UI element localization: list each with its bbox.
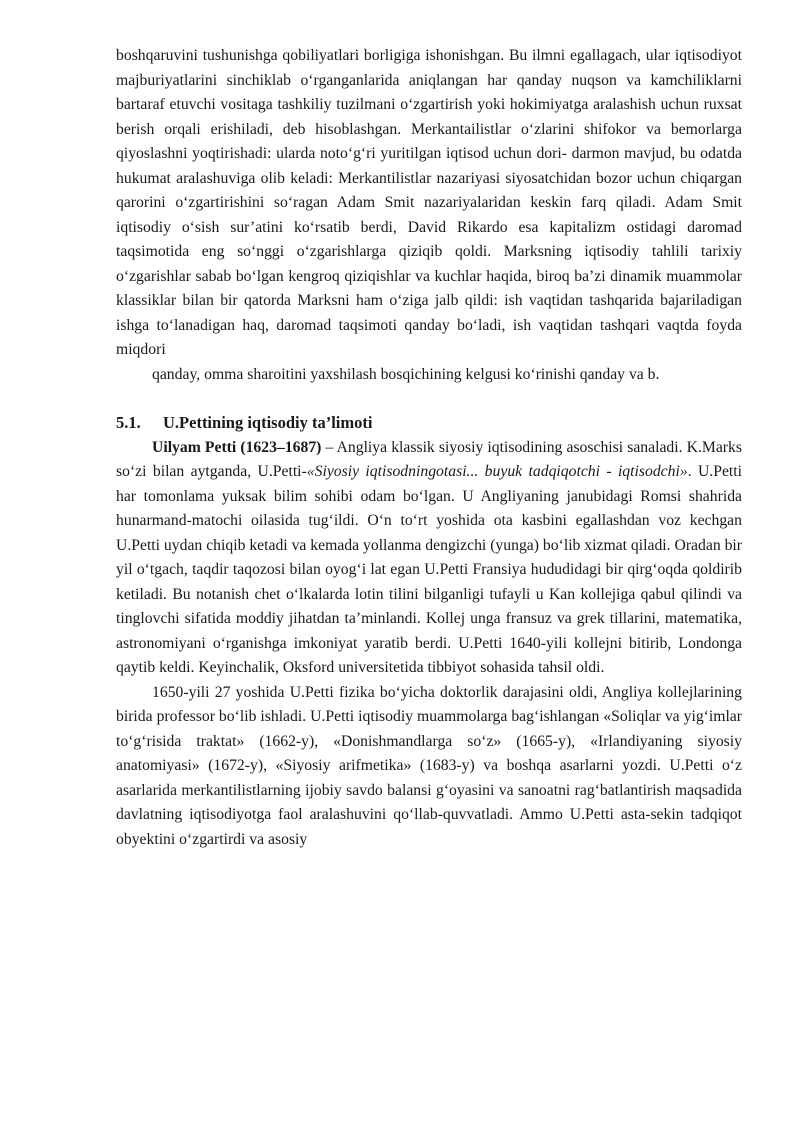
- paragraph-petti-bio: [116, 436, 742, 681]
- paragraph-text: – Angliya klassik siyosiy iqtisodining asoschisi sanaladi. K.Marks so‘zi bilan aytganda, U.Petti-: [116, 438, 742, 480]
- paragraph-petti-works: 1650-yili 27 yoshida U.Petti fizika bo‘yicha doktorlik darajasini oldi, Angliya kollejlarining birida professor bo‘lib ishladi. U.Petti iqtisodiy muammolarga bag‘ishlangan «Soliqlar va yig‘imlar to‘g‘risida traktat» (1662-y), «Donishmandlarga so‘z» (1665-y), «Irlandiyaning siyosiy anatomiyasi» (1672-y), «Siyosiy arifmetika» (1683-y) va boshqa asarlarni yozdi. U.Petti o‘z asarlarida merkantilistlarning ijobiy savdo balansi g‘oyasini va sanoatni rag‘batlantirish maqsadida davlatning iqtisodiyotga faol aralashuvini qo‘llab-quvvatladi. Ammo U.Petti asta-sekin tadqiqot obyektini o‘zgartirdi va asosiy: [116, 683, 742, 848]
- paragraph-text: . U.Petti har tomonlama yuksak bilim sohibi odam bo‘lgan. U Angliyaning janubidagi Romsi shahrida hunarmand-matochi oilasida tug‘ildi. O‘n to‘rt yoshida ota kasbini egallashdan voz kechgan U.Petti uydan chiqib ketadi va kemada yollanma dengizchi (yunga) bo‘lib xizmat qiladi. Oradan bir yil o‘tgach, taqdir taqozosi bilan oyog‘i lat egan U.Petti Fransiya hududidagi bir qirg‘oqda qoldirib ketiladi. Bu notanish chet o‘lkalarda lotin tilini bilganligi tufayli u Kan kollejiga qabul qilindi va tinglovchi sifatida moddiy jihatdan ta’minlandi. Kollej unga fransuz va grek tillarini, matematika, astronomiyani o‘rganishga imkoniyat yaratib berdi. U.Petti 1640-yili kollejni bitirib, Londonga qaytib keldi. Keyinchalik, Oksford universitetida tibbiyot sohasida tahsil oldi.: [116, 463, 743, 676]
- section-heading: [116, 411, 742, 436]
- document-page: [116, 44, 742, 852]
- marx-quote: «Siyosiy iqtisodningotasi... buyuk tadqiqotchi - iqtisodchi»: [306, 463, 688, 480]
- spacer: [116, 387, 742, 411]
- person-name: Uilyam Petti (1623–1687): [152, 438, 322, 456]
- paragraph-continuation: boshqaruvini tushunishga qobiliyatlari borligiga ishonishgan. Bu ilmni egallagach, ular iqtisodiyot majburiyatlarini sinchiklab o‘rganganlarida aniqlangan har qanday nuqson va kamchiliklarni bartaraf etuvchi vositaga tashkiliy tuzilmani o‘zgartirish yoki hokimiyatga aralashish uchun ruxsat berish orqali erishiladi, deb hisoblashgan. Merkantailistlar o‘zlarini shifokor va bemorlarga qiyoslashni yoqtirishadi: ularda noto‘g‘ri yuritilgan iqtisod uchun dori- darmon mavjud, bu odatda hukumat aralashuviga olib keladi: Merkantilistlar nazariyasi siyosatchidan bozor uchun chiqargan qarorini o‘zgartirishini so‘ragan Adam Smit nazariyalaridan keskin farq qiladi. Adam Smit iqtisodiy o‘sish sur’atini ko‘rsatib berdi, David Rikardo esa kapitalizm ostidagi daromad taqsimotida eng so‘nggi o‘zgarishlarga qiziqib qoldi. Marksning iqtisodiy tahlili tarixiy o‘zgarishlar sabab bo‘lgan kengroq qiziqishlar va kuchlar haqida, biroq ba’zi dinamik muammolar klassiklar bilan bir qatorda Marksni ham o‘ziga jalb qildi: ish vaqtidan tashqarida bajariladigan ishga to‘lanadigan haq, daromad taqsimoti qanday bo‘ladi, ish vaqtidan tashqari vaqtda foyda miqdori: [116, 47, 742, 358]
- section-number: 5.1.: [116, 413, 141, 432]
- section-title: U.Pettining iqtisodiy ta’limoti: [163, 413, 373, 432]
- paragraph-closing: qanday, omma sharoitini yaxshilash bosqichining kelgusi ko‘rinishi qanday va b.: [152, 365, 660, 383]
